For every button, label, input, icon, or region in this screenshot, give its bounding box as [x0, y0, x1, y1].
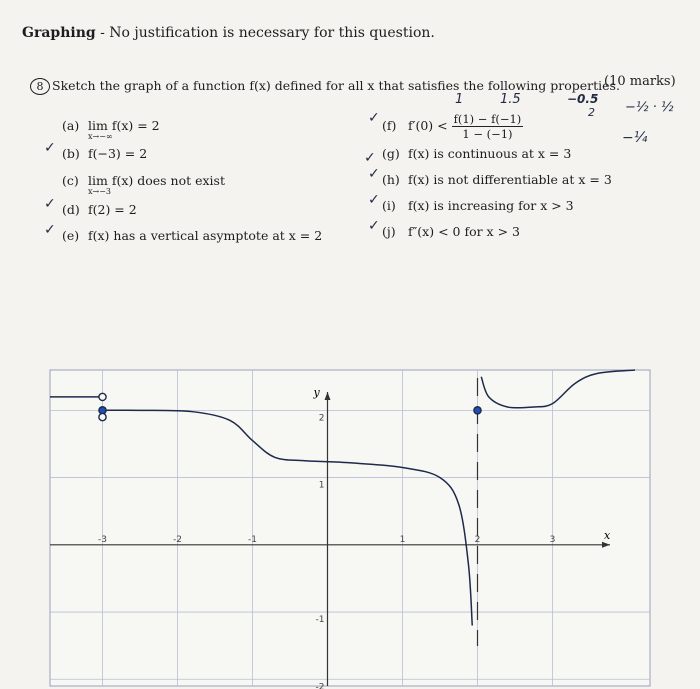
open-point — [99, 413, 106, 420]
filled-point — [474, 407, 481, 414]
title-text: Graphing — [22, 25, 96, 41]
check-icon: ✓ — [364, 150, 376, 166]
check-icon: ✓ — [368, 166, 380, 182]
property-text: f(x) is continuous at x = 3 — [408, 146, 572, 161]
subtitle-text: - No justification is necessary for this question. — [95, 25, 435, 41]
property-text: f(x) is not differentiable at x = 3 — [408, 172, 612, 187]
property-text: f(x) has a vertical asymptote at x = 2 — [88, 228, 323, 243]
handwritten-neg-half: −0.5 — [567, 92, 599, 106]
y-tick-label: -1 — [315, 615, 325, 626]
x-tick-label: 3 — [549, 534, 556, 545]
problem-number: 8 — [30, 78, 50, 95]
handwritten-one: 1 — [455, 92, 464, 107]
x-tick-label: -2 — [173, 534, 182, 545]
open-point — [99, 393, 106, 400]
y-tick-label: 1 — [318, 480, 325, 491]
check-icon: ✓ — [44, 196, 56, 212]
marks-label: (10 marks) — [604, 74, 676, 89]
check-icon: ✓ — [44, 222, 56, 238]
property-text: f′(0) < — [408, 118, 448, 133]
handwritten-two: 2 — [588, 106, 595, 119]
property-text: f(−3) = 2 — [88, 146, 148, 161]
property-label: (d) — [62, 202, 80, 217]
property-label: (h) — [382, 172, 400, 187]
y-tick-label: 2 — [318, 413, 325, 424]
limit-subscript: x→−∞ — [88, 132, 113, 141]
handwritten-neg-quarter: −¼ — [622, 130, 648, 146]
check-icon: ✓ — [44, 140, 56, 156]
check-icon: ✓ — [368, 192, 380, 208]
grid — [50, 370, 650, 686]
fraction-numerator: f(1) − f(−1) — [453, 112, 522, 126]
x-tick-label: -1 — [248, 534, 257, 545]
property-text: f(2) = 2 — [88, 202, 137, 217]
handwritten-one-five: 1.5 — [500, 92, 521, 107]
y-axis-label: y — [313, 386, 320, 399]
handwritten-neg-half-b: −½ · ½ — [625, 100, 674, 115]
property-text: lim f(x) does not exist — [88, 173, 225, 188]
check-icon: ✓ — [368, 218, 380, 234]
x-tick-label: 2 — [474, 534, 481, 545]
property-label: (b) — [62, 146, 80, 161]
plot-area — [50, 370, 650, 686]
property-text: f(x) is increasing for x > 3 — [408, 198, 574, 213]
problem-text: Sketch the graph of a function f(x) defined for all x that satisfies the following properties. — [52, 78, 620, 93]
property-label: (g) — [382, 146, 400, 161]
check-icon: ✓ — [368, 110, 380, 126]
property-label: (e) — [62, 228, 80, 243]
property-label: (f) — [382, 118, 397, 133]
property-label: (c) — [62, 173, 79, 188]
limit-subscript: x→−3 — [88, 187, 112, 196]
x-tick-label: 1 — [399, 534, 406, 545]
x-tick-label: -3 — [98, 534, 107, 545]
x-axis-label: x — [604, 528, 611, 542]
property-text: f″(x) < 0 for x > 3 — [408, 224, 520, 239]
y-tick-label: -2 — [315, 682, 325, 689]
property-label: (j) — [382, 224, 396, 239]
property-label: (i) — [382, 198, 396, 213]
property-label: (a) — [62, 118, 80, 133]
property-text: lim f(x) = 2 — [88, 118, 160, 133]
fraction-denominator: 1 − (−1) — [462, 127, 513, 141]
